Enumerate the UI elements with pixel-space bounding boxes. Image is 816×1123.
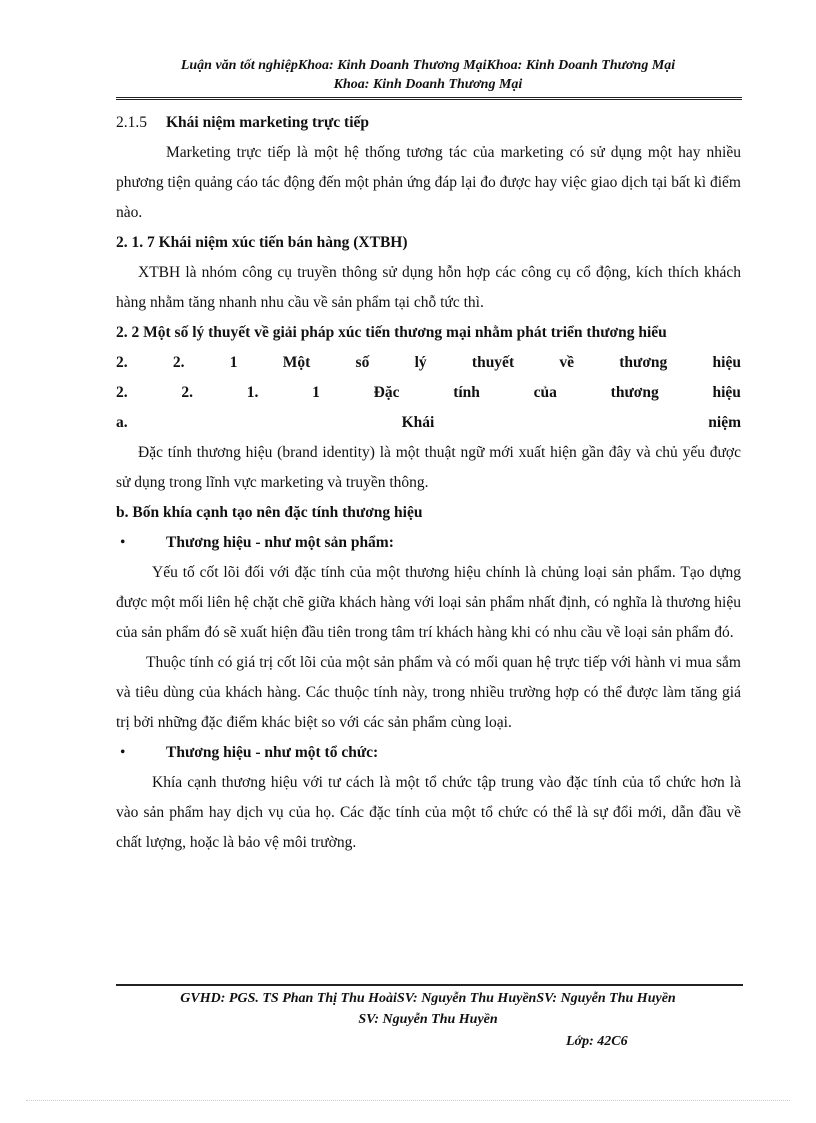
- bullet-item-product: [116, 528, 741, 558]
- product-paragraph-2: [116, 648, 741, 738]
- class-label: Lớp: 42C6: [566, 1034, 628, 1049]
- section-2-2-1-heading: [116, 348, 741, 378]
- footer-line-1: GVHD: PGS. TS Phan Thị Thu HoàiSV: Nguyễn Thu HuyềnSV: Nguyễn Thu Huyền: [180, 991, 676, 1006]
- heading-word: 2.: [116, 354, 128, 371]
- heading-word: hiệu: [712, 384, 741, 401]
- section-b-heading: b. Bốn khía cạnh tạo nên đặc tính thương hiệu: [116, 504, 423, 521]
- heading-word: 2.: [116, 384, 128, 401]
- footer-line-2: SV: Nguyễn Thu Huyền: [358, 1012, 498, 1027]
- heading-word: tính: [453, 384, 480, 401]
- heading-word: số: [355, 354, 370, 371]
- heading-word: Đặc: [373, 384, 400, 401]
- section-title: Khái niệm marketing trực tiếp: [166, 114, 370, 131]
- section-2-2-1-1-heading: [116, 378, 741, 408]
- heading-word: 2.: [181, 384, 193, 401]
- page-content: [116, 108, 741, 858]
- bullet-text: Thương hiệu - như một tổ chức:: [166, 744, 379, 761]
- page-header: [116, 56, 740, 94]
- paragraph-text: Đặc tính thương hiệu (brand identity) là một thuật ngữ mới xuất hiện gần đây và chủ yếu được sử dụng trong lĩnh vực marketing và truyền thông.: [116, 444, 741, 491]
- heading-word: Một: [282, 354, 311, 371]
- section-number: 2.1.5: [116, 114, 147, 131]
- heading-word: 2.: [172, 354, 185, 371]
- heading-word: thương: [619, 354, 668, 371]
- heading-word: 1: [312, 384, 320, 401]
- header-divider: [116, 97, 742, 98]
- section-2-1-5-paragraph: [116, 138, 741, 228]
- paragraph-text: Thuộc tính có giá trị cốt lõi của một sản phẩm và có mối quan hệ trực tiếp với hành vi mua sắm và tiêu dùng của khách hàng. Các thuộc tính này, trong nhiều trường hợp có thể được làm tăng giá trị bởi những đặc điểm khác biệt so với các sản phẩm cùng loại.: [116, 654, 741, 731]
- heading-word: 1: [229, 354, 238, 371]
- section-2-1-7-heading: 2. 1. 7 Khái niệm xúc tiến bán hàng (XTBH): [116, 234, 408, 251]
- header-line-1: Luận văn tốt nghiệpKhoa: Kinh Doanh Thương MạiKhoa: Kinh Doanh Thương Mại: [180, 58, 676, 73]
- heading-word: Khái: [401, 414, 435, 431]
- heading-word: thuyết: [471, 354, 515, 371]
- section-a-paragraph: [116, 438, 741, 498]
- heading-word: lý: [414, 354, 427, 371]
- organization-paragraph: [116, 768, 741, 858]
- header-line-2: Khoa: Kinh Doanh Thương Mại: [333, 77, 523, 92]
- heading-word: hiệu: [712, 354, 741, 371]
- section-2-2-heading: [116, 318, 741, 348]
- paragraph-text: Khía cạnh thương hiệu với tư cách là một tổ chức tập trung vào đặc tính của tổ chức hơn là vào sản phẩm hay dịch vụ của họ. Các đặc tính của một tổ chức có thể là sự đổi mới, dẫn đầu về chất lượng, hoặc là bảo vệ môi trường.: [116, 774, 741, 851]
- heading-word: thương: [610, 384, 659, 401]
- heading-text: 2. 2 Một số lý thuyết về giải pháp xúc tiến thương mại nhằm phát triển thương hiểu: [116, 324, 667, 341]
- heading-word: về: [559, 354, 574, 371]
- bullet-item-organization: [116, 738, 741, 768]
- paragraph-text: Marketing trực tiếp là một hệ thống tương tác của marketing có sử dụng một hay nhiều phương tiện quảng cáo tác động đến một phản ứng đáp lại đo được hay việc giao dịch tại bất kì điểm nào.: [116, 144, 741, 221]
- heading-word: 1.: [246, 384, 259, 401]
- page-footer: [116, 988, 740, 1030]
- heading-word: của: [533, 384, 557, 401]
- bullet-icon: •: [120, 534, 126, 551]
- section-2-1-5-heading: [116, 108, 741, 138]
- section-2-1-7-paragraph: [116, 258, 741, 318]
- heading-word: a.: [116, 414, 128, 431]
- paragraph-text: Yếu tố cốt lõi đối với đặc tính của một thương hiệu chính là chủng loại sản phẩm. Tạo dựng được một mối liên hệ chặt chẽ giữa khách hàng với loại sản phẩm nhất định, có nghĩa là thương hiệu của sản phẩm đó sẽ xuất hiện đầu tiên trong tâm trí khách hàng khi có nhu cầu về loại sản phẩm đó.: [116, 564, 741, 641]
- product-paragraph-1: [116, 558, 741, 648]
- heading-word: niệm: [708, 414, 741, 431]
- page-bottom-edge: [26, 1100, 790, 1101]
- bullet-icon: •: [120, 744, 126, 761]
- section-a-heading: [116, 408, 741, 438]
- header-divider-secondary: [116, 99, 742, 100]
- bullet-text: Thương hiệu - như một sản phẩm:: [166, 534, 394, 551]
- footer-divider: [116, 984, 743, 986]
- paragraph-text: XTBH là nhóm công cụ truyền thông sử dụng hỗn hợp các công cụ cổ động, kích thích khách hàng nhằm tăng nhanh nhu cầu về sản phẩm tại chỗ tức thì.: [116, 264, 741, 311]
